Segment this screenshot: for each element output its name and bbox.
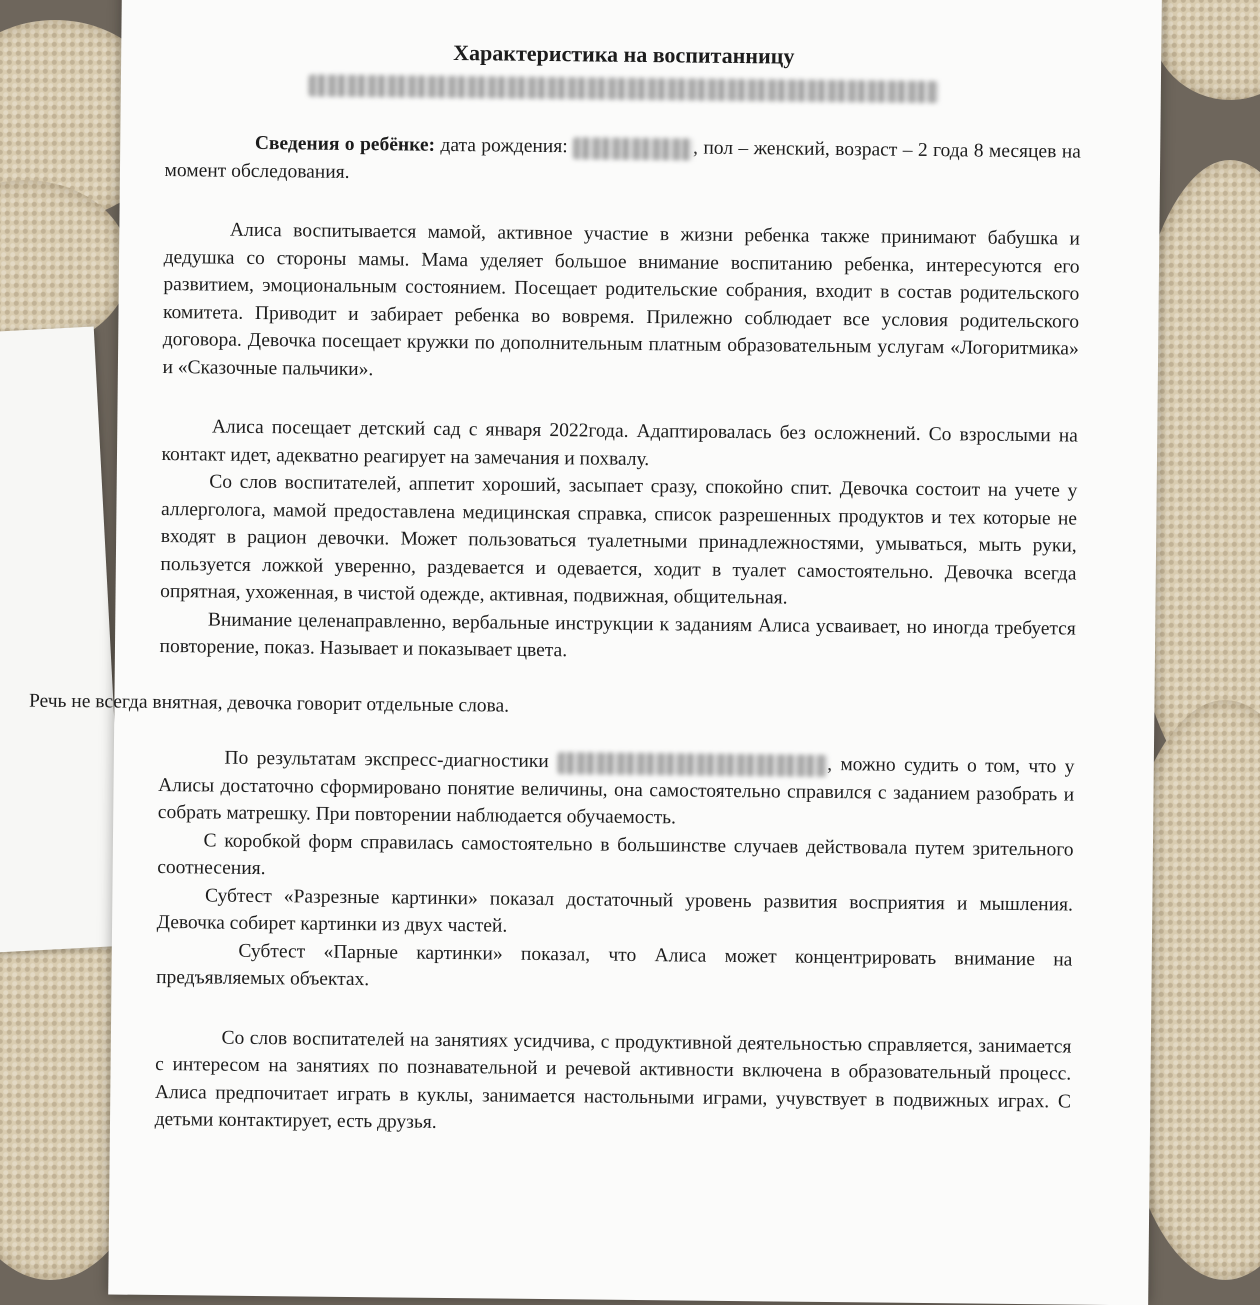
paragraph-cut-pictures: Субтест «Разрезные картинки» показал достаточный уровень развития восприятия и мышления. Девочка собирет картинки из двух частей. xyxy=(156,884,1074,937)
document-subtitle xyxy=(165,69,1081,106)
redacted-birth-date xyxy=(573,137,693,160)
redacted-specialist xyxy=(557,752,827,777)
diagnostics-end: , можно судить о том, что у Алисы достаточно сформировано понятие величины, она самостоятельно справился с заданием разобрать и собрать матрешку. При повторении наблюдается обучаемость. xyxy=(157,753,1075,829)
document-content xyxy=(28,36,1082,1143)
background-paper-sheet xyxy=(0,326,126,953)
paragraph-diagnostics xyxy=(158,744,1075,836)
child-info-rest: , пол – женский, возраст – 2 года 8 месяцев на момент обследования. xyxy=(164,137,1081,183)
lace-doily-top-right xyxy=(1150,0,1260,100)
paragraph-adaptation: Алиса посещает детский сад с января 2022года. Адаптировалась без осложнений. Со взрослыми на контакт идет, адекватно реагирует на замечания и похвалу. xyxy=(161,416,1078,470)
paragraph-activities: Со слов воспитателей на занятиях усидчива, с продуктивной деятельностью справляется, занимается с интересом на занятиях по познавательной и речевой активности включена в образовательный процесс. Алиса предпочитает играть в куклы, занимается настольными играми, учувствует в подвижных играх. С детьми контактирует, есть друзья. xyxy=(154,1027,1072,1133)
paragraph-shapes-box: С коробкой форм справилась самостоятельно в большинстве случаев действовала путем зрительного соотнесения. xyxy=(157,829,1074,880)
child-info-paragraph xyxy=(164,129,1081,194)
paragraph-paired-pictures: Субтест «Парные картинки» показал, что Алиса может концентрировать внимание на предъявляемых объектах. xyxy=(156,940,1073,991)
paragraph-speech: Речь не всегда внятная, девочка говорит отдельные слова. xyxy=(28,690,510,717)
document-title: Характеристика на воспитанницу xyxy=(453,40,795,69)
child-info-label: Сведения о ребёнке: xyxy=(254,132,436,156)
paragraph-habits: Со слов воспитателей, аппетит хороший, засыпает сразу, спокойно спит. Девочка состоит на учете у аллерголога, мамой предоставлена медицинская справка, список разрешенных продуктов и тех которые не входят в рацион девочки. Может пользоваться туалетными принадлежностями, умываться, мыть руки, пользуется ложкой уверенно, раздевается и одевается, ходит в туалет самостоятельно. Девочка всегда опрятная, ухоженная, в чистой одежде, активная, подвижная, общительная. xyxy=(160,471,1078,609)
birth-date-label: дата рождения: xyxy=(440,134,568,158)
paragraph-attention: Внимание целенаправленно, вербальные инструкции к заданиям Алиса усваивает, но иногда требуется повторение, показ. Называет и показывает цвета. xyxy=(159,608,1076,662)
redacted-name xyxy=(308,75,938,104)
diagnostics-start: По результатам экспресс-диагностики xyxy=(224,747,549,773)
paragraph-family: Алиса воспитывается мамой, активное участие в жизни ребенка также принимают бабушка и дедушка со стороны мамы. Мама уделяет большое внимание воспитанию ребенка, интересуются его развитием, эмоциональным состоянием. Посещает родительские собрания, входит в состав родительского комитета. Приводит и забирает ребенка во вовремя. Прилежно соблюдает все условия родительского договора. Девочка посещает кружки по дополнительным платным образовательным услугам «Логоритмика» и «Сказочные пальчики». xyxy=(162,219,1081,380)
